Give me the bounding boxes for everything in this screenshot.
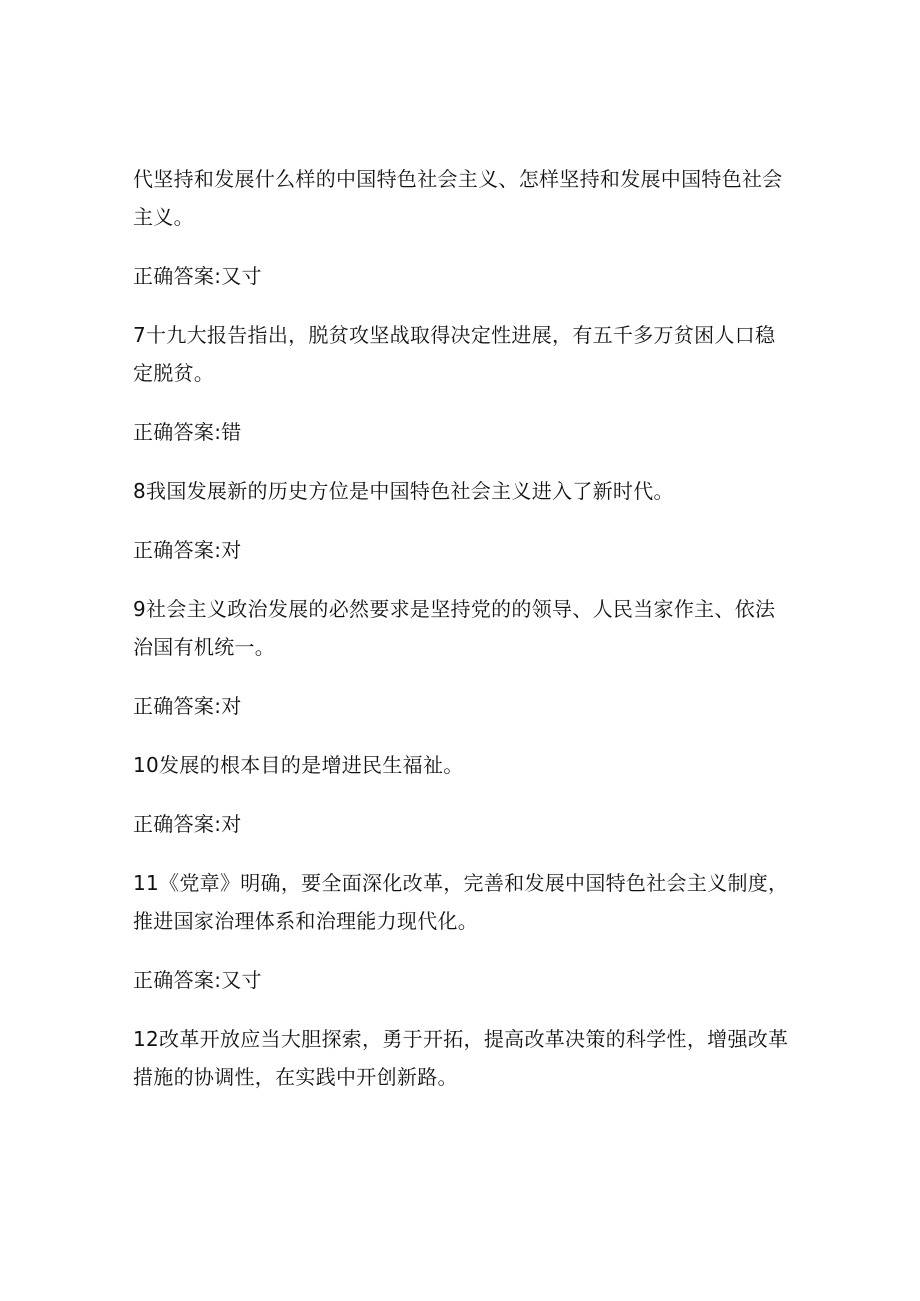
question-text: 10发展的根本目的是增进民生福祉。	[133, 753, 464, 777]
answer-line: 正确答案:对	[133, 812, 242, 836]
answer-line: 正确答案:对	[133, 538, 242, 562]
answer-line: 正确答案:对	[133, 694, 242, 718]
question-text: 12改革开放应当大胆探索，勇于开拓，提高改革决策的科学性，增强改革措施的协调性，在实践中开创新路。	[133, 1027, 789, 1089]
question-text: 8我国发展新的历史方位是中国特色社会主义进入了新时代。	[133, 479, 674, 503]
question-text: 代坚持和发展什么样的中国特色社会主义、怎样坚持和发展中国特色社会主义。	[133, 167, 783, 229]
question-text: 9社会主义政治发展的必然要求是坚持党的的领导、人民当家作主、依法治国有机统一。	[133, 597, 776, 659]
question-text: 11《党章》明确，要全面深化改革，完善和发展中国特色社会主义制度，推进国家治理体系和治理能力现代化。	[133, 871, 789, 933]
answer-line: 正确答案:错	[133, 420, 242, 444]
document-content	[133, 160, 793, 1117]
answer-line: 正确答案:又寸	[133, 968, 262, 992]
answer-line: 正确答案:又寸	[133, 264, 262, 288]
question-text: 7十九大报告指出，脱贫攻坚战取得决定性进展，有五千多万贫困人口稳定脱贫。	[133, 323, 776, 385]
